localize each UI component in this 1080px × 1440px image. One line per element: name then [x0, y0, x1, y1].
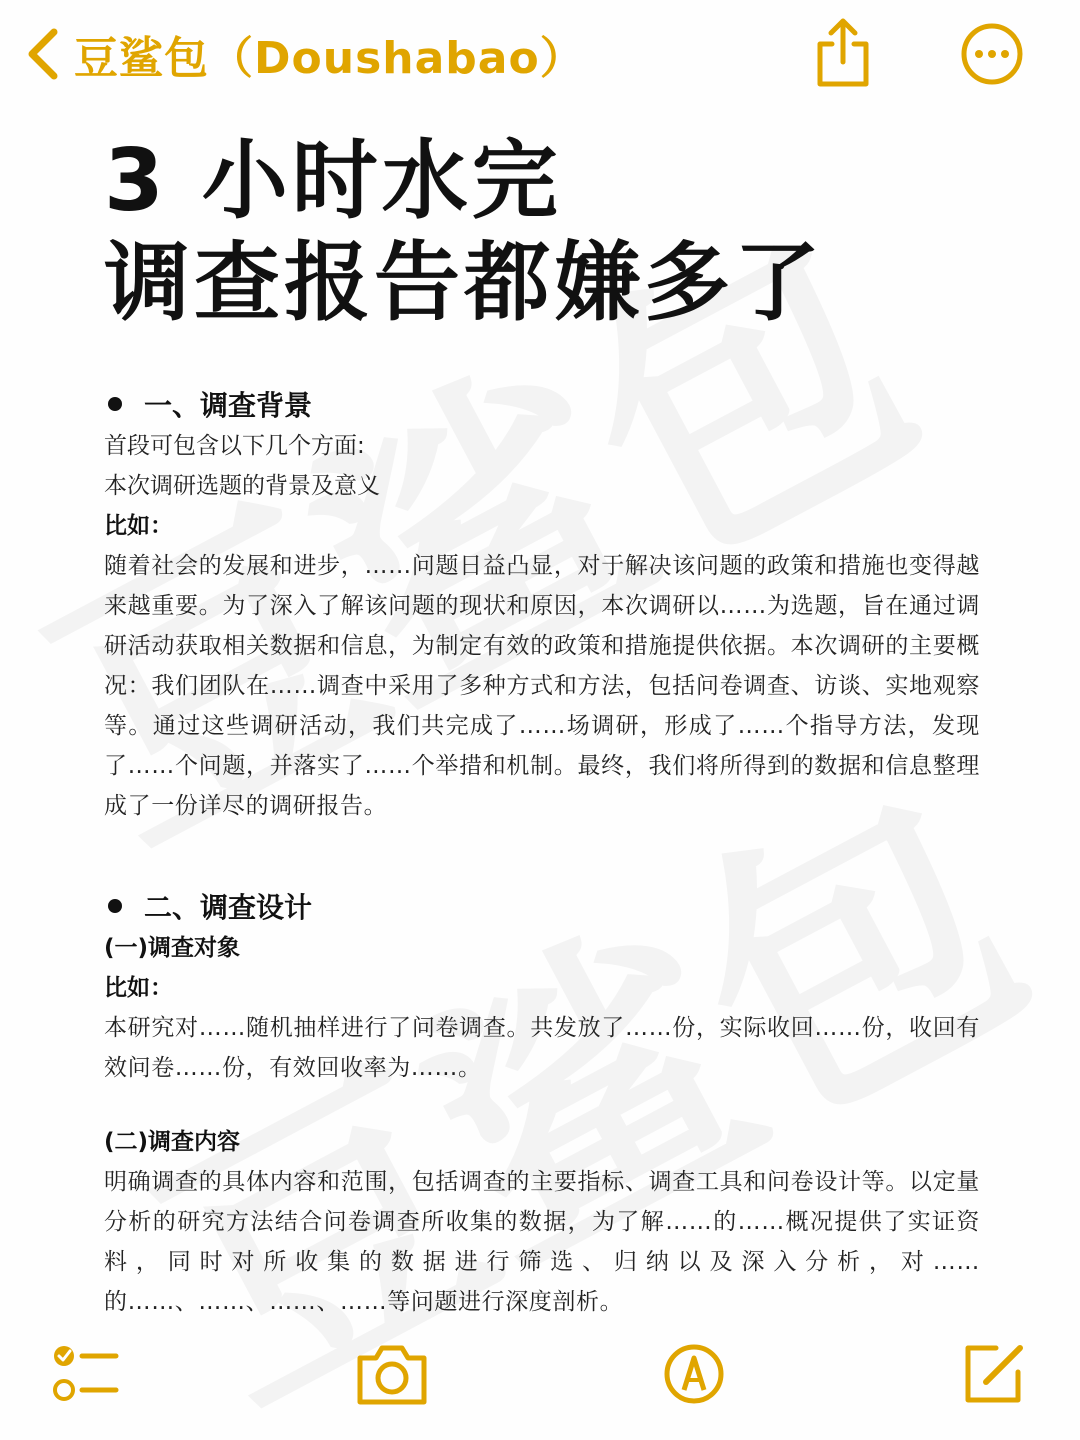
example-label: 比如： [104, 513, 173, 539]
chevron-left-icon [20, 24, 68, 84]
bullet-icon [108, 397, 122, 411]
background-paragraph: 随着社会的发展和进步，……问题日益凸显，对于解决该问题的政策和措施也变得越来越重要。为了深入了解该问题的现状和原因，本次调研以……为选题，旨在通过调研活动获取相关数据和信息，为制定有效的政策和措施提供依据。本次调研的主要概况：我们团队在……调查中采用了多种方式和方法，包括问卷调查、访谈、实地观察等。通过这些调研活动，我们共完成了……场调研，形成了……个指导方法，发现了……个问题，并落实了……个举措和机制。最终，我们将所得到的数据和信息整理成了一份详尽的调研报告。 [104, 553, 980, 819]
checklist-icon[interactable] [50, 1338, 122, 1410]
back-button[interactable] [20, 22, 585, 86]
intro-line-2: 本次调研选题的背景及意义 [104, 473, 380, 499]
subsection-title-subjects: (一)调查对象 [104, 935, 241, 961]
share-icon[interactable] [812, 16, 874, 90]
compose-icon[interactable] [960, 1338, 1030, 1410]
camera-icon[interactable] [354, 1338, 430, 1410]
section-heading-background [104, 382, 980, 426]
title-line-1: 3 小时水完 [104, 131, 562, 231]
title-line-2: 调查报告都嫌多了 [104, 233, 824, 333]
page-title [104, 130, 1004, 334]
section-heading-design [104, 884, 980, 928]
markup-icon[interactable] [662, 1338, 726, 1410]
section-heading-text: 二、调查设计 [144, 891, 313, 924]
section-heading-text: 一、调查背景 [144, 389, 313, 422]
more-icon[interactable] [960, 22, 1024, 86]
note-content[interactable] [104, 382, 980, 1322]
subsection-title-content: (二)调查内容 [104, 1129, 241, 1155]
top-bar [0, 0, 1080, 110]
intro-line-1: 首段可包含以下几个方面: [104, 433, 365, 459]
bottom-toolbar [0, 1330, 1080, 1430]
example-label: 比如： [104, 975, 173, 1001]
content-paragraph: 明确调查的具体内容和范围，包括调查的主要指标、调查工具和问卷设计等。以定量分析的研究方法结合问卷调查所收集的数据，为了解……的……概况提供了实证资料，同时对所收集的数据进行筛选、归纳以及深入分析，对……的……、……、……、……等问题进行深度剖析。 [104, 1169, 980, 1315]
subjects-paragraph: 本研究对……随机抽样进行了问卷调查。共发放了……份，实际收回……份，收回有效问卷……份，有效回收率为……。 [104, 1015, 980, 1081]
bullet-icon [108, 899, 122, 913]
back-label: 豆鲨包（Doushabao） [74, 33, 585, 84]
